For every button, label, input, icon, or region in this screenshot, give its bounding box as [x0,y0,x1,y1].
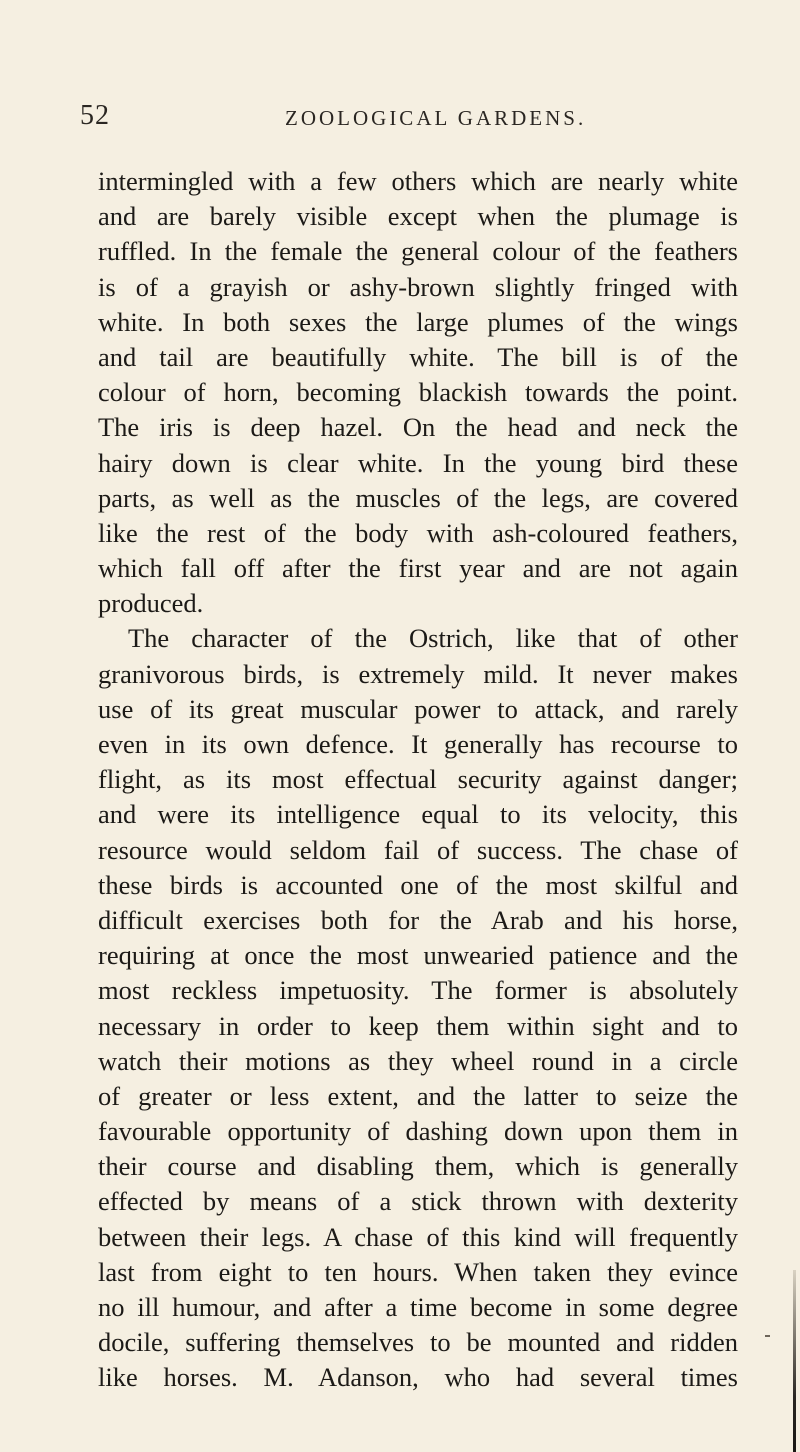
text-line: their course and disabling them, which is generally [98,1151,738,1182]
body-text [98,164,738,1396]
text-line: docile, suffering themselves to be mounted and ridden [98,1327,738,1358]
text-line: and were its intelligence equal to its velocity, this [98,799,738,830]
text-line: flight, as its most effectual security against danger; [98,764,738,795]
text-line: difficult exercises both for the Arab and his horse, [98,904,738,935]
text-line: granivorous birds, is extremely mild. It never makes [98,658,738,689]
text-line: most reckless impetuosity. The former is absolutely [98,975,738,1006]
text-line: between their legs. A chase of this kind will frequently [98,1221,738,1252]
text-line: watch their motions as they wheel round in a circle [98,1045,738,1076]
text-line: produced. [98,588,204,619]
text-line: use of its great muscular power to attack, and rarely [98,693,738,724]
text-line: colour of horn, becoming blackish towards the point. [98,377,738,408]
page-edge-fleck [765,1335,770,1337]
text-line: which fall off after the first year and are not again [98,553,738,584]
text-line: and are barely visible except when the plumage is [98,201,738,232]
text-line: requiring at once the most unwearied patience and the [98,940,738,971]
text-line: like the rest of the body with ash-coloured feathers, [98,517,738,548]
text-line: and tail are beautifully white. The bill is of the [98,341,738,372]
text-line: of greater or less extent, and the latter to seize the [98,1080,738,1111]
page-number: 52 [80,100,110,131]
text-line: even in its own defence. It generally has recourse to [98,729,738,759]
text-line: necessary in order to keep them within sight and to [98,1010,738,1041]
text-line: hairy down is clear white. In the young bird these [98,447,738,478]
page-header [80,100,740,140]
running-head: ZOOLOGICAL GARDENS. [285,106,587,130]
text-line: favourable opportunity of dashing down upon them in [98,1116,738,1147]
text-line: effected by means of a stick thrown with dexterity [98,1186,738,1217]
text-line: The character of the Ostrich, like that of other [128,623,738,654]
text-line: no ill humour, and after a time become in some degree [98,1292,738,1322]
page-edge-shadow [793,1270,796,1452]
text-line: parts, as well as the muscles of the legs, are covered [98,482,738,513]
text-line: last from eight to ten hours. When taken they evince [98,1256,738,1287]
text-line: ruffled. In the female the general colour of the feathers [98,236,738,267]
text-line: white. In both sexes the large plumes of the wings [98,306,738,337]
text-line: intermingled with a few others which are nearly white [98,166,738,196]
text-line: resource would seldom fail of success. The chase of [98,834,738,865]
text-line: these birds is accounted one of the most skilful and [98,869,738,900]
text-line: like horses. M. Adanson, who had several times [98,1362,738,1393]
text-line: is of a grayish or ashy-brown slightly fringed with [98,271,738,302]
text-line: The iris is deep hazel. On the head and neck the [98,412,738,443]
